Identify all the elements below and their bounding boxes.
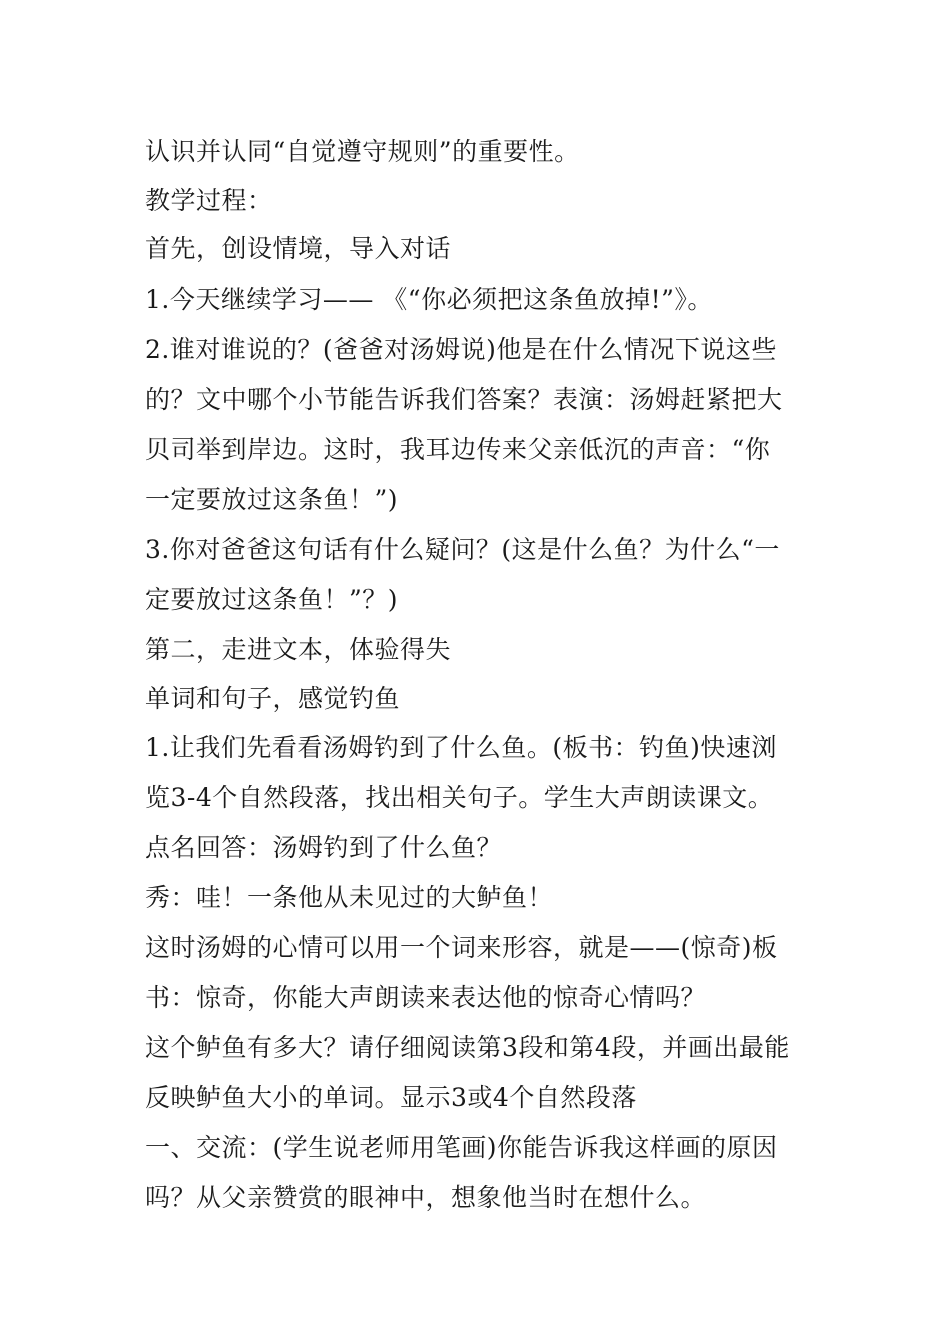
text-line: 书：惊奇，你能大声朗读来表达他的惊奇心情吗？ bbox=[145, 983, 707, 1012]
text-line: 吗？从父亲赞赏的眼神中，想象他当时在想什么。 bbox=[145, 1183, 707, 1212]
text-line: 认识并认同“自觉遵守规则”的重要性。 bbox=[145, 137, 580, 166]
text-line: 首先，创设情境，导入对话 bbox=[145, 234, 452, 263]
text-line: 览3-4个自然段落，找出相关句子。学生大声朗读课文。 bbox=[145, 783, 774, 812]
text-line: 这个鲈鱼有多大？请仔细阅读第3段和第4段，并画出最能 bbox=[145, 1033, 790, 1062]
text-line: 单词和句子，感觉钓鱼 bbox=[145, 684, 401, 713]
text-line: 1.让我们先看看汤姆钓到了什么鱼。(板书：钓鱼)快速浏 bbox=[145, 733, 777, 762]
text-line: 教学过程： bbox=[145, 186, 273, 215]
text-line: 2.谁对谁说的？(爸爸对汤姆说)他是在什么情况下说这些 bbox=[145, 335, 777, 364]
text-line: 的？文中哪个小节能告诉我们答案？表演：汤姆赶紧把大 bbox=[145, 385, 783, 414]
text-line: 3.你对爸爸这句话有什么疑问？(这是什么鱼？为什么“一 bbox=[145, 535, 780, 564]
text-line: 反映鲈鱼大小的单词。显示3或4个自然段落 bbox=[145, 1083, 637, 1112]
text-line: 第二，走进文本，体验得失 bbox=[145, 635, 452, 664]
text-line: 定要放过这条鱼！”？) bbox=[145, 585, 399, 614]
text-line: 一、交流：(学生说老师用笔画)你能告诉我这样画的原因 bbox=[145, 1133, 778, 1162]
text-line: 一定要放过这条鱼！”) bbox=[145, 485, 399, 514]
text-line: 这时汤姆的心情可以用一个词来形容，就是——(惊奇)板 bbox=[145, 933, 778, 962]
text-line: 点名回答：汤姆钓到了什么鱼？ bbox=[145, 833, 503, 862]
text-line: 1.今天继续学习—— 《“你必须把这条鱼放掉!”》。 bbox=[145, 285, 713, 314]
text-line: 贝司举到岸边。这时，我耳边传来父亲低沉的声音：“你 bbox=[145, 435, 771, 464]
text-line: 秀：哇！一条他从未见过的大鲈鱼！ bbox=[145, 883, 554, 912]
